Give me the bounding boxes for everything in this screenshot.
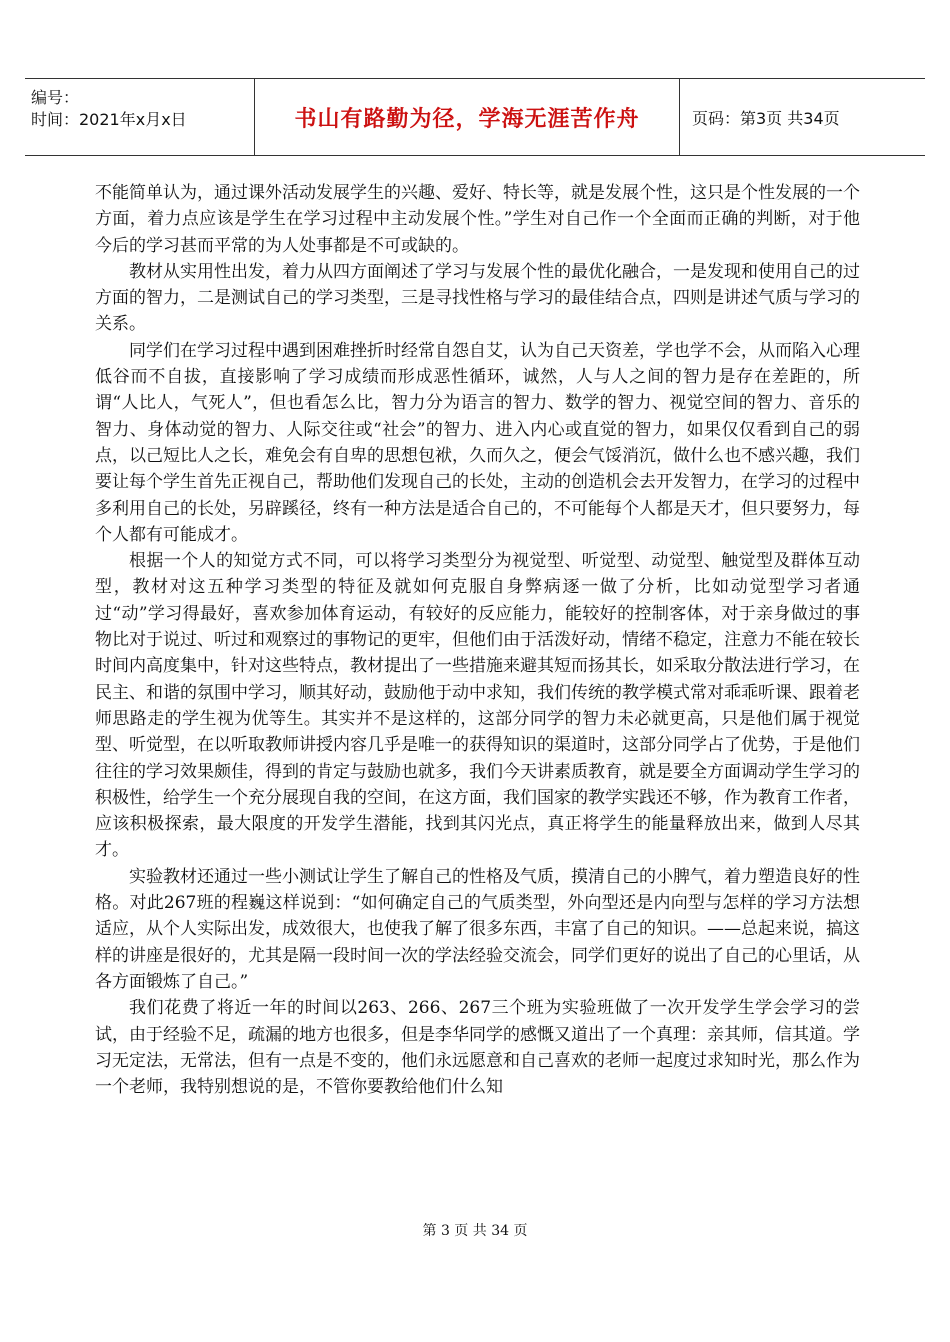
serial-number-label: 编号： (31, 88, 80, 107)
paragraph-continuation: 不能简单认为，通过课外活动发展学生的兴趣、爱好、特长等，就是发展个性，这只是个性发展的一个方面，着力点应该是学生在学习过程中主动发展个性。”学生对自己作一个全面而正确的判断，对于他今后的学习甚而平常的为人处事都是不可或缺的。 (95, 183, 860, 256)
page-footer: 第 3 页 共 34 页 (422, 1223, 528, 1239)
paragraph: 实验教材还通过一些小测试让学生了解自己的性格及气质，摸清自己的小脾气，着力塑造良好的性格。对此267班的程巍这样说到：“如何确定自己的气质类型，外向型还是内向型与怎样的学习方法想适应，从个人实际出发，成效很大，也使我了解了很多东西，丰富了自己的知识。——总起来说，搞这样的讲座是很好的，尤其是隔一段时间一次的学法经验交流会，同学们更好的说出了自己的心里话，从各方面锻炼了自己。” (95, 866, 860, 992)
paragraph: 同学们在学习过程中遇到困难挫折时经常自怨自艾，认为自己天资差，学也学不会，从而陷入心理低谷而不自拔，直接影响了学习成绩而形成恶性循环，诚然，人与人之间的智力是存在差距的，所谓“人比人，气死人”，但也看怎么比，智力分为语言的智力、数学的智力、视觉空间的智力、音乐的智力、身体动觉的智力、人际交往或“社会”的智力、进入内心或直觉的智力，如果仅仅看到自己的弱点，以己短比人之长，难免会有自卑的思想包袱，久而久之，便会气馁消沉，做什么也不感兴趣，我们要让每个学生首先正视自己，帮助他们发现自己的长处，主动的创造机会去开发智力，在学习的过程中多利用自己的长处，另辟蹊径，终有一种方法是适合自己的，不可能每个人都是天才，但只要努力，每个人都有可能成才。 (95, 340, 860, 545)
date-label: 时间：2021年x月x日 (31, 110, 187, 129)
document-body (95, 180, 860, 1100)
header-motto: 书山有路勤为径，学海无涯苦作舟 (294, 106, 640, 132)
paragraph: 根据一个人的知觉方式不同，可以将学习类型分为视觉型、听觉型、动觉型、触觉型及群体互动型，教材对这五种学习类型的特征及就如何克服自身弊病逐一做了分析，比如动觉型学习者通过“动”学习得最好，喜欢参加体育运动，有较好的反应能力，能较好的控制客体，对于亲身做过的事物比对于说过、听过和观察过的事物记的更牢，但他们由于活泼好动，情绪不稳定，注意力不能在较长时间内高度集中，针对这些特点，教材提出了一些措施来避其短而扬其长，如采取分散法进行学习，在民主、和谐的氛围中学习，顺其好动，鼓励他于动中求知，我们传统的教学模式常对乖乖听课、跟着老师思路走的学生视为优等生。其实并不是这样的，这部分同学的智力未必就更高，只是他们属于视觉型、听觉型，在以听取教师讲授内容几乎是唯一的获得知识的渠道时，这部分同学占了优势，于是他们往往的学习效果颇佳，得到的肯定与鼓励也就多，我们今天讲素质教育，就是要全方面调动学生学习的积极性，给学生一个充分展现自我的空间，在这方面，我们国家的教学实践还不够，作为教育工作者，应该积极探索，最大限度的开发学生潜能，找到其闪光点，真正将学生的能量释放出来，做到人尽其才。 (95, 551, 860, 861)
document-header (25, 78, 925, 156)
paragraph: 我们花费了将近一年的时间以263、266、267三个班为实验班做了一次开发学生学会学习的尝试，由于经验不足，疏漏的地方也很多，但是李华同学的感慨又道出了一个真理：亲其师，信其道。学习无定法，无常法，但有一点是不变的，他们永远愿意和自己喜欢的老师一起度过求知时光，那么作为一个老师，我特别想说的是，不管你要教给他们什么知 (95, 998, 860, 1098)
header-page-number: 页码：第3页 共34页 (692, 108, 840, 128)
header-page-cell (680, 79, 925, 155)
header-meta-cell (25, 79, 255, 155)
paragraph: 教材从实用性出发，着力从四方面阐述了学习与发展个性的最优化融合，一是发现和使用自己的过方面的智力，二是测试自己的学习类型，三是寻找性格与学习的最佳结合点，四则是讲述气质与学习的关系。 (95, 261, 860, 335)
header-motto-cell (255, 79, 680, 155)
